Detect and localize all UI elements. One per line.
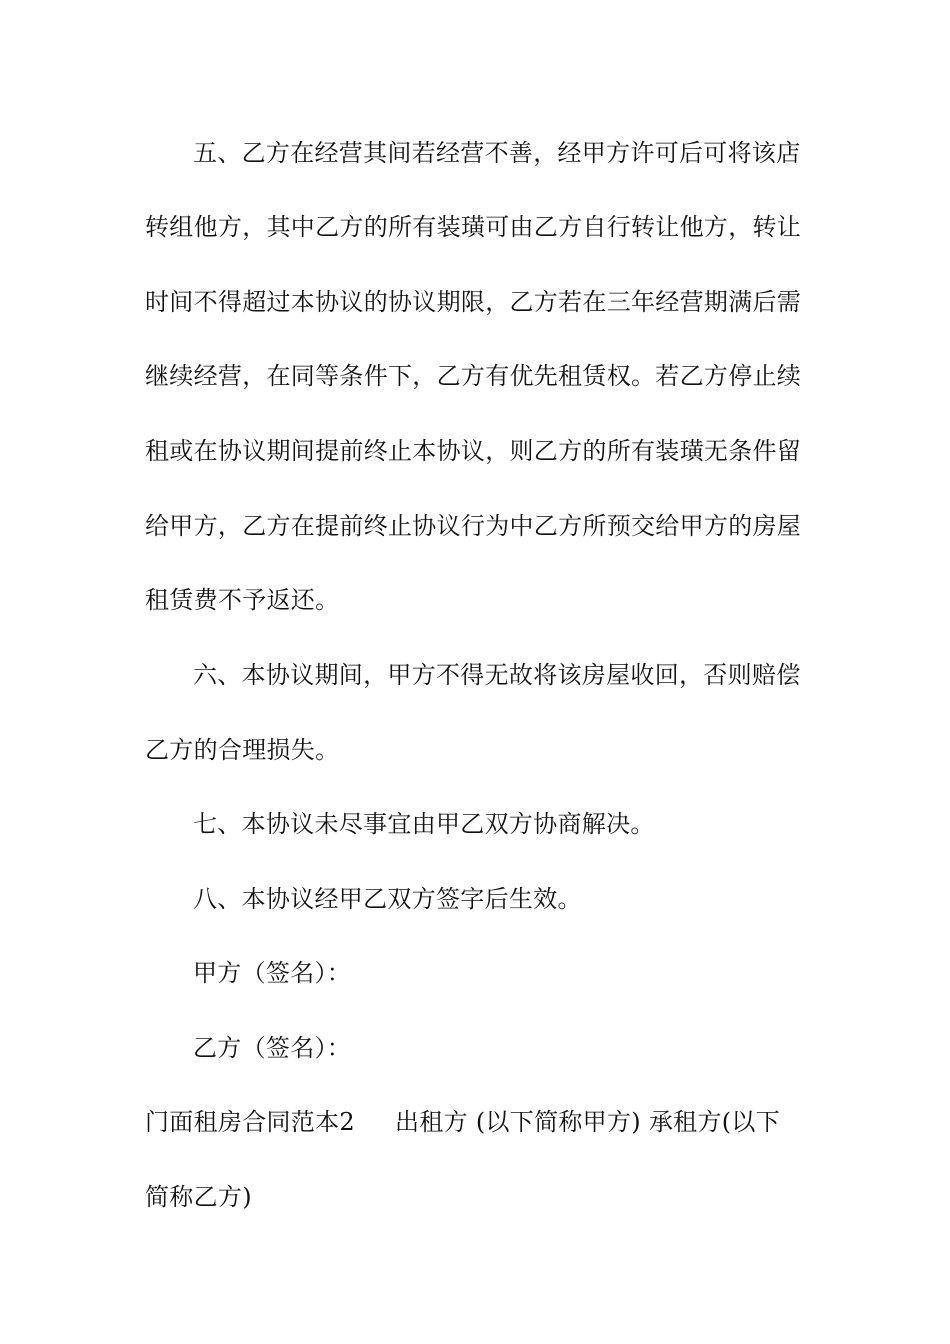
clause-five-line-6: 给甲方，乙方在提前终止协议行为中乙方所预交给甲方的房屋 <box>145 512 802 540</box>
clause-six-line-2: 乙方的合理损失。 <box>145 736 340 764</box>
clause-five-line-2: 转组他方，其中乙方的所有装璜可由乙方自行转让他方，转让 <box>145 213 802 241</box>
clause-five-line-4: 继续经营，在同等条件下，乙方有优先租赁权。若乙方停止续 <box>145 362 802 390</box>
clause-six-line-1: 六、本协议期间，甲方不得无故将该房屋收回，否则赔偿 <box>193 661 801 689</box>
template-first-line: 出租方 (以下简称甲方) 承租方(以下 <box>394 1108 781 1136</box>
clause-five-line-1: 五、乙方在经营其间若经营不善，经甲方许可后可将该店 <box>193 139 801 167</box>
clause-five-line-3: 时间不得超过本协议的协议期限，乙方若在三年经营期满后需 <box>145 288 802 316</box>
clause-five-line-5: 租或在协议期间提前终止本协议，则乙方的所有装璜无条件留 <box>145 437 802 465</box>
party-b-signature: 乙方（签名）： <box>193 1034 352 1062</box>
template-title: 门面租房合同范本2 <box>145 1108 355 1136</box>
party-a-signature: 甲方（签名）： <box>193 959 352 987</box>
clause-seven: 七、本协议未尽事宜由甲乙双方协商解决。 <box>193 810 655 838</box>
template-heading-line <box>145 1104 810 1140</box>
template-second-line: 简称乙方) <box>145 1183 252 1211</box>
clause-eight: 八、本协议经甲乙双方签字后生效。 <box>193 885 582 913</box>
clause-five-line-7: 租赁费不予返还。 <box>145 586 340 614</box>
